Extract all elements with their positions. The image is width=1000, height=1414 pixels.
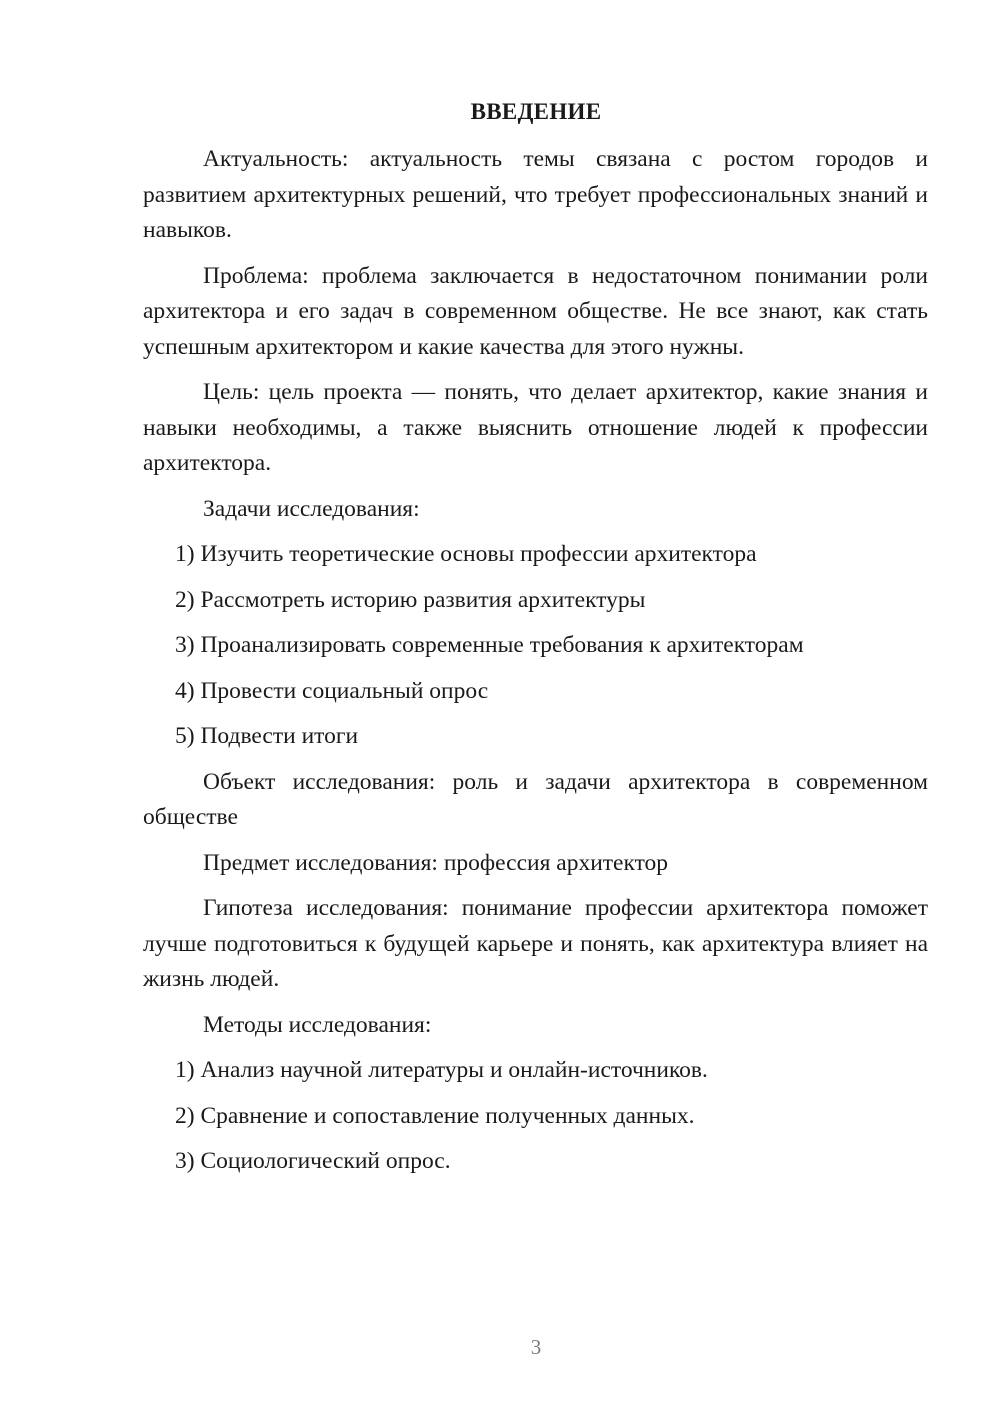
tasks-heading: Задачи исследования: <box>203 495 420 522</box>
list-item: 2) Сравнение и сопоставление полученных данных. <box>175 1102 695 1129</box>
list-item: 2) Рассмотреть историю развития архитектуры <box>175 586 646 613</box>
methods-heading: Методы исследования: <box>203 1011 432 1038</box>
list-item: 1) Анализ научной литературы и онлайн-источников. <box>175 1057 708 1083</box>
list-item: 3) Проанализировать современные требования к архитекторам <box>175 632 804 658</box>
list-item: 3) Социологический опрос. <box>175 1148 451 1174</box>
page-number: 3 <box>530 1335 542 1359</box>
tasks-list <box>143 537 928 755</box>
paragraph-goal: Цель: цель проекта — понять, что делает архитектор, какие знания и навыки необходимы, а также выяснить отношение людей к профессии архитектора. <box>143 379 928 476</box>
list-item: 5) Подвести итоги <box>175 723 359 749</box>
document-body <box>143 142 928 1190</box>
list-item: 1) Изучить теоретические основы профессии архитектора <box>175 541 757 567</box>
paragraph-relevance: Актуальность: актуальность темы связана с ростом городов и развитием архитектурных решений, что требует профессиональных знаний и навыков. <box>143 146 928 243</box>
methods-list <box>143 1053 928 1180</box>
paragraph-subject: Предмет исследования: профессия архитектор <box>203 849 669 876</box>
paragraph-object: Объект исследования: роль и задачи архитектора в современном обществе <box>143 768 928 830</box>
paragraph-problem: Проблема: проблема заключается в недостаточном понимании роли архитектора и его задач в современном обществе. Не все знают, как стать успешным архитектором и какие качества для этого нужны. <box>143 262 928 360</box>
page-title: ВВЕДЕНИЕ <box>470 99 602 124</box>
paragraph-hypothesis: Гипотеза исследования: понимание профессии архитектора поможет лучше подготовиться к будущей карьере и понять, как архитектура влияет на жизнь людей. <box>143 895 928 992</box>
list-item: 4) Провести социальный опрос <box>175 677 489 704</box>
